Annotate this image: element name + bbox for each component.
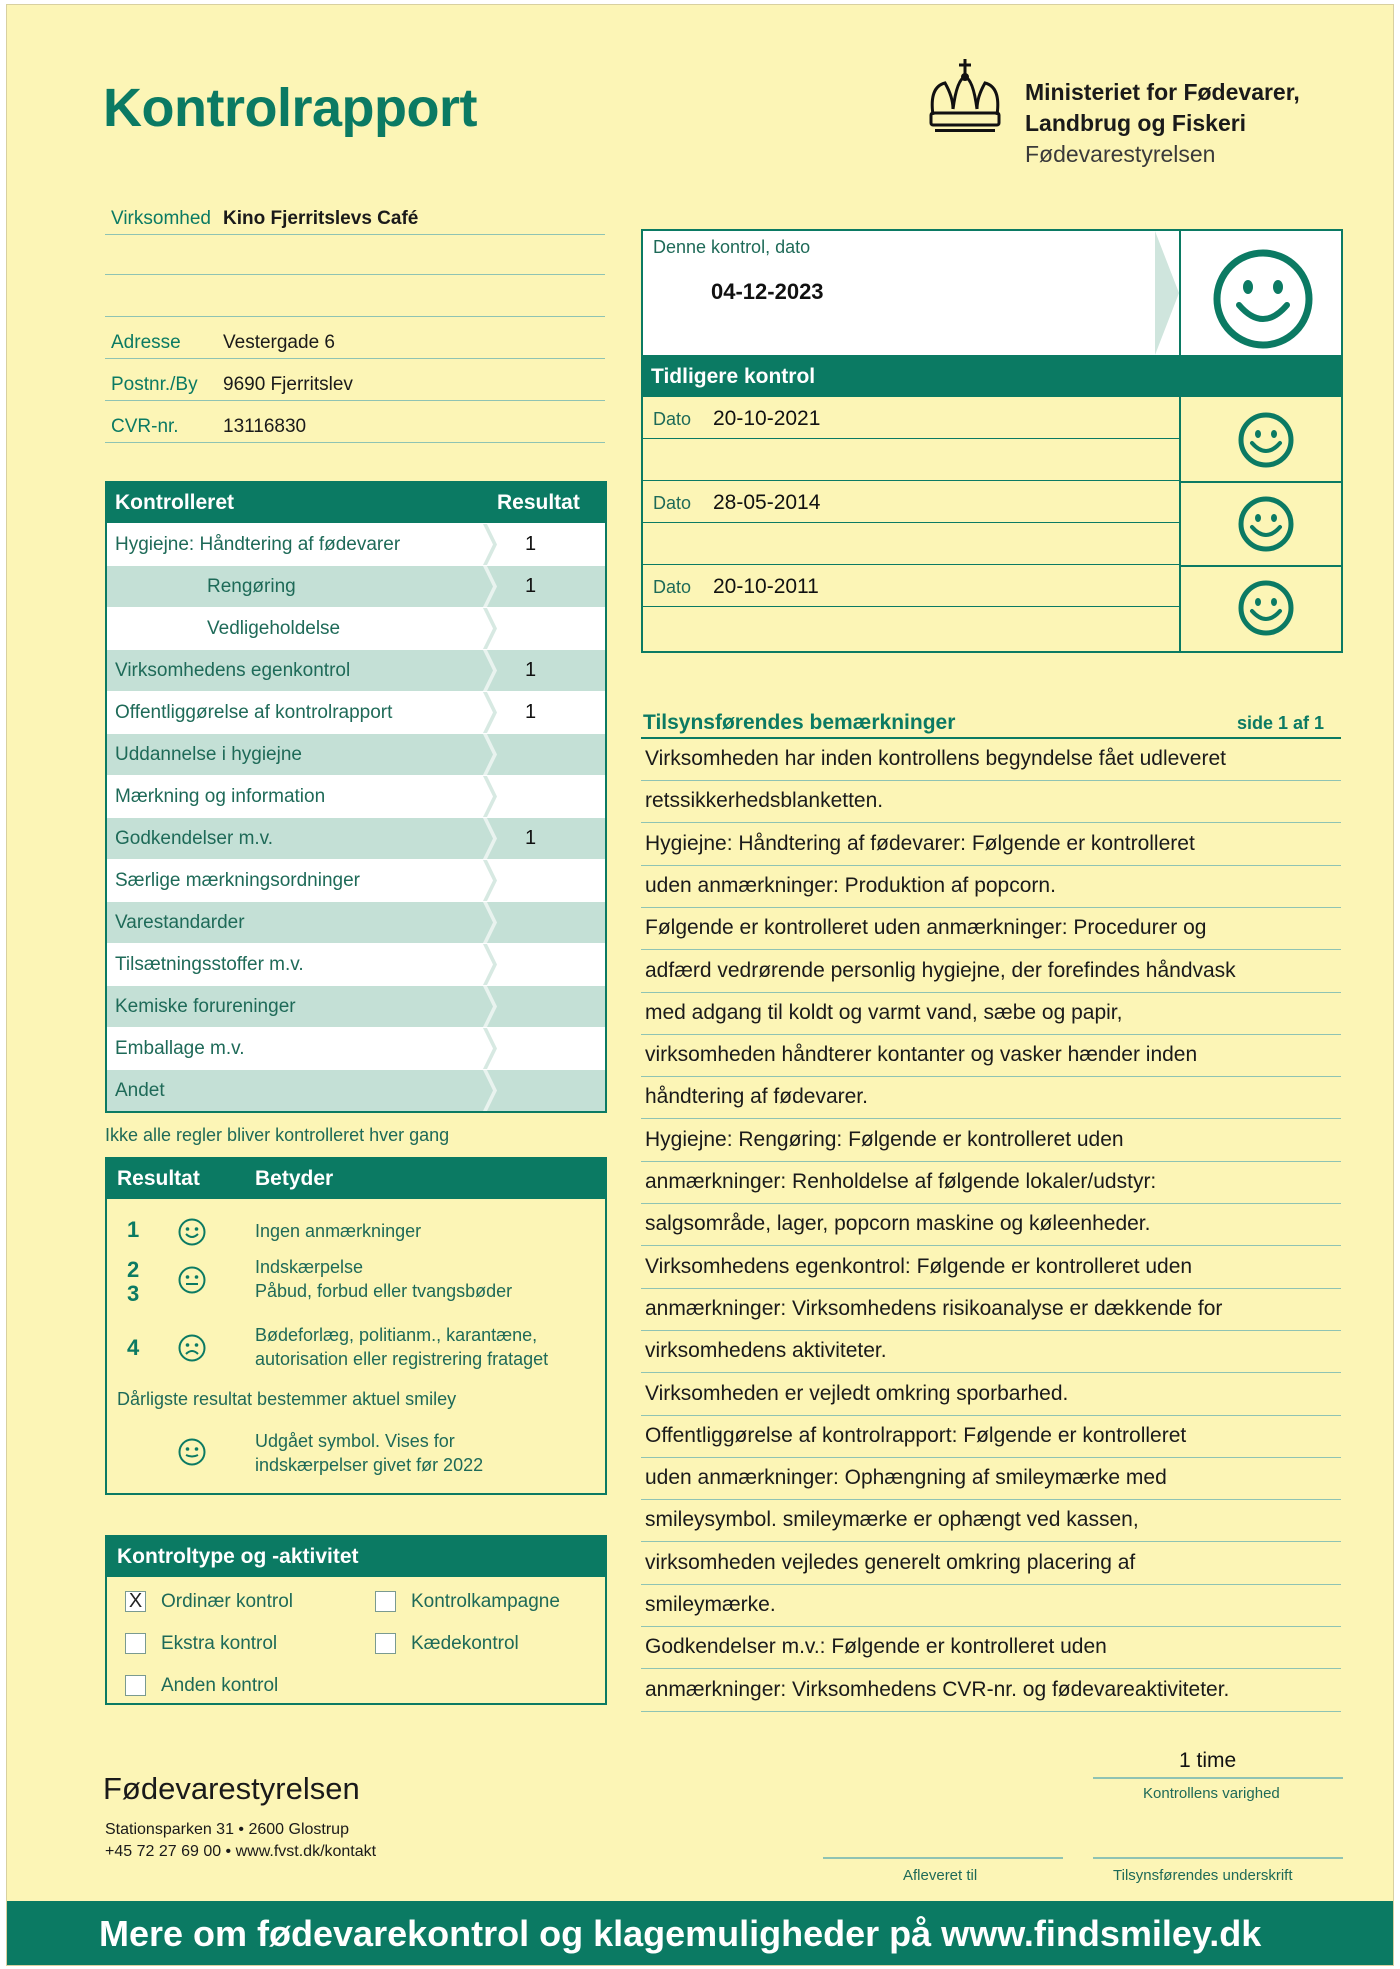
- remark-line-text: anmærkninger: Virksomhedens risikoanalyse er dækkende for: [645, 1296, 1223, 1320]
- remark-line: [641, 1035, 1341, 1077]
- remark-line: [641, 1585, 1341, 1627]
- row-chevron-icon: [483, 818, 497, 859]
- smiley-happy-icon: [1237, 411, 1295, 469]
- kampagne-checkbox[interactable]: [375, 1591, 396, 1612]
- previous-controls-table: [641, 397, 1343, 653]
- smiley-old-icon: [177, 1437, 207, 1467]
- remark-line: [641, 1458, 1341, 1500]
- kontrolleret-row: [107, 817, 605, 859]
- smiley-sad-icon: [177, 1333, 207, 1363]
- ekstra-checkbox[interactable]: [125, 1633, 146, 1654]
- ekstra-label: Ekstra kontrol: [161, 1633, 278, 1654]
- previous-date-2: 28-05-2014: [713, 491, 821, 514]
- smiley-happy-icon: [1237, 495, 1295, 553]
- kontrolleret-row-label: Særlige mærkningsordninger: [115, 870, 360, 891]
- current-divider: [1179, 231, 1181, 355]
- remark-line: [641, 1500, 1341, 1542]
- previous-date-3: 20-10-2011: [713, 575, 819, 598]
- legend-text-4a: Bødeforlæg, politianm., karantæne,: [255, 1325, 538, 1345]
- adresse-value: Vestergade 6: [223, 332, 335, 353]
- remark-line-text: håndtering af fødevarer.: [645, 1085, 868, 1109]
- previous-row-2-date: [643, 481, 1179, 523]
- remark-line-text: Virksomhedens egenkontrol: Følgende er kontrolleret uden: [645, 1254, 1193, 1278]
- org-name: Fødevarestyrelsen: [103, 1771, 360, 1806]
- previous-date-label-1: Dato: [653, 409, 692, 429]
- remark-line-text: Hygiejne: Håndtering af fødevarer: Følgende er kontrolleret: [645, 831, 1195, 855]
- adresse-row: [105, 319, 605, 359]
- kontrolleret-row-result: 1: [525, 701, 537, 723]
- duration-value: 1 time: [1179, 1749, 1237, 1772]
- kontrolleret-row-label: Tilsætningsstoffer m.v.: [115, 954, 304, 975]
- row-chevron-icon: [483, 1028, 497, 1069]
- report-page: [6, 4, 1394, 1966]
- row-chevron-icon: [483, 776, 497, 817]
- kontrolleret-row-label: Mærkning og information: [115, 786, 326, 807]
- previous-row-2-blank: [643, 523, 1179, 565]
- anden-checkbox[interactable]: [125, 1675, 146, 1696]
- previous-date-label-3: Dato: [653, 577, 692, 597]
- remark-line: [641, 1627, 1341, 1669]
- ordinaer-checkbox[interactable]: X: [125, 1591, 146, 1612]
- kontrolleret-row-label: Godkendelser m.v.: [115, 828, 274, 849]
- ministry-line-1: Ministeriet for Fødevarer,: [1025, 79, 1300, 105]
- row-chevron-icon: [483, 734, 497, 775]
- remark-line: [641, 1670, 1341, 1712]
- virksomhed-label: Virksomhed: [111, 208, 211, 229]
- legend-header-resultat: Resultat: [117, 1167, 200, 1190]
- row-chevron-icon: [483, 860, 497, 901]
- remark-line: [641, 1204, 1341, 1246]
- previous-divider: [1179, 397, 1181, 651]
- legend-num-3: 3: [127, 1281, 140, 1306]
- smiley-happy-icon: [1237, 579, 1295, 637]
- previous-date-label-2: Dato: [653, 493, 692, 513]
- remark-line-text: uden anmærkninger: Ophængning af smileymærke med: [645, 1466, 1167, 1490]
- virksomhed-row: [105, 195, 605, 235]
- org-address-line-1: Stationsparken 31 • 2600 Glostrup: [105, 1821, 349, 1838]
- kontrolleret-row: [107, 1069, 605, 1111]
- row-chevron-icon: [483, 986, 497, 1027]
- cvr-row: [105, 403, 605, 443]
- page-title: Kontrolrapport: [103, 78, 477, 138]
- remarks-page-indicator: side 1 af 1: [1237, 713, 1325, 733]
- kontrolleret-row: [107, 691, 605, 733]
- legend-num-1: 1: [127, 1217, 140, 1242]
- remark-line-text: Hygiejne: Rengøring: Følgende er kontrolleret uden: [645, 1127, 1124, 1151]
- remark-line-text: Følgende er kontrolleret uden anmærkninger: Procedurer og: [645, 916, 1207, 940]
- org-address: [105, 1819, 376, 1863]
- kontrolleret-row-result: 1: [525, 533, 537, 555]
- kontroltype-header: [107, 1537, 605, 1577]
- kontrolleret-row-label: Vedligeholdelse: [207, 618, 341, 639]
- kontrolleret-row: [107, 985, 605, 1027]
- remark-line-text: virksomheden håndterer kontanter og vasker hænder inden: [645, 1043, 1198, 1067]
- footer-banner: [7, 1901, 1394, 1966]
- remark-line-text: virksomhedens aktiviteter.: [645, 1339, 887, 1363]
- kontrolleret-row-label: Hygiejne: Håndtering af fødevarer: [115, 534, 401, 555]
- afleveret-rule: [823, 1857, 1063, 1859]
- kontrolleret-row-label: Kemiske forureninger: [115, 996, 296, 1017]
- legend-old-a: Udgået symbol. Vises for: [255, 1431, 455, 1451]
- ministry-line-2: Landbrug og Fiskeri: [1025, 110, 1247, 136]
- current-control-label: Denne kontrol, dato: [653, 237, 811, 257]
- previous-row-3-date: [643, 565, 1179, 607]
- kontrolleret-row-result: 1: [525, 575, 537, 597]
- legend-header-betyder: Betyder: [255, 1167, 334, 1190]
- kampagne-label: Kontrolkampagne: [411, 1591, 560, 1612]
- kontrolleret-row-label: Rengøring: [207, 576, 296, 597]
- remark-line-text: Virksomheden har inden kontrollens begyndelse fået udleveret: [645, 747, 1226, 770]
- remark-line-text: smileymærke.: [645, 1593, 776, 1616]
- kontrolleret-row: [107, 859, 605, 901]
- remark-line-text: adfærd vedrørende personlig hygiejne, der forefindes håndvask: [645, 958, 1236, 982]
- remark-line: [641, 739, 1341, 781]
- kontrolleret-row-result: 1: [525, 827, 537, 849]
- kontrolleret-row-label: Emballage m.v.: [115, 1038, 245, 1059]
- prev-smiley-divider-1: [1181, 481, 1343, 483]
- postnr-row: [105, 361, 605, 401]
- previous-controls-header: [641, 357, 1343, 397]
- legend-old-b: indskærpelser givet før 2022: [255, 1455, 484, 1475]
- kontrolleret-header-label: Kontrolleret: [115, 491, 235, 514]
- legend-text-1: Ingen anmærkninger: [255, 1221, 422, 1241]
- row-chevron-icon: [483, 692, 497, 733]
- legend-worst-note: Dårligste resultat bestemmer aktuel smiley: [117, 1389, 457, 1409]
- remark-line-text: smileysymbol. smileymærke er ophængt ved kassen,: [645, 1508, 1139, 1532]
- kontrolleret-row: [107, 901, 605, 943]
- kaede-label: Kædekontrol: [411, 1633, 519, 1654]
- duration-rule: [1093, 1777, 1343, 1779]
- remarks-title: Tilsynsførendes bemærkninger: [643, 711, 956, 734]
- remark-line-text: Virksomheden er vejledt omkring sporbarhed.: [645, 1381, 1069, 1405]
- remark-line: [641, 951, 1341, 993]
- remark-line: [641, 824, 1341, 866]
- remark-line: [641, 1077, 1341, 1119]
- remark-line: [641, 1289, 1341, 1331]
- remark-line: [641, 866, 1341, 908]
- kontrolleret-row-label: Offentliggørelse af kontrolrapport: [115, 702, 393, 723]
- remark-line: [641, 1543, 1341, 1585]
- kontrolleret-table: [105, 481, 607, 1113]
- ministry-name: [1025, 77, 1300, 170]
- kaede-checkbox[interactable]: [375, 1633, 396, 1654]
- kontrolleret-row: [107, 943, 605, 985]
- row-chevron-icon: [483, 650, 497, 691]
- chevron-right-icon: [1155, 231, 1179, 355]
- blank-row-2: [105, 277, 605, 317]
- remark-line: [641, 1374, 1341, 1416]
- signature-label: Tilsynsførendes underskrift: [1113, 1867, 1293, 1884]
- postnr-value: 9690 Fjerritslev: [223, 374, 353, 395]
- kontrolleret-row: [107, 733, 605, 775]
- virksomhed-value: Kino Fjerritslevs Café: [223, 208, 419, 229]
- remark-line: [641, 781, 1341, 823]
- kontrolleret-row: [107, 649, 605, 691]
- kontrolleret-row-label: Uddannelse i hygiejne: [115, 744, 302, 765]
- ministry-line-3: Fødevarestyrelsen: [1025, 141, 1216, 167]
- kontrolleret-row-label: Andet: [115, 1080, 165, 1101]
- kontroltype-box: [105, 1535, 607, 1705]
- kontrolleret-row: [107, 565, 605, 607]
- kontrolleret-row-label: Varestandarder: [115, 912, 245, 933]
- legend-text-2: Indskærpelse: [255, 1257, 364, 1277]
- previous-row-3-blank: [643, 607, 1179, 651]
- cvr-value: 13116830: [223, 416, 307, 437]
- resultat-header-label: Resultat: [497, 491, 580, 514]
- row-chevron-icon: [483, 944, 497, 985]
- adresse-label: Adresse: [111, 332, 181, 353]
- kontrolleret-header: [107, 483, 605, 523]
- kontrolleret-row-result: 1: [525, 659, 537, 681]
- row-chevron-icon: [483, 566, 497, 607]
- remark-line: [641, 908, 1341, 950]
- previous-row-1-date: [643, 397, 1179, 439]
- kontrolleret-row: [107, 523, 605, 565]
- ordinaer-label: Ordinær kontrol: [161, 1591, 293, 1612]
- row-chevron-icon: [483, 608, 497, 649]
- signature-rule: [1093, 1857, 1343, 1859]
- footer-banner-text: Mere om fødevarekontrol og klagemuligheder på www.findsmiley.dk: [99, 1913, 1262, 1954]
- result-legend: [105, 1157, 607, 1495]
- remark-line-text: Offentliggørelse af kontrolrapport: Følgende er kontrolleret: [645, 1423, 1187, 1447]
- kontrolleret-note: Ikke alle regler bliver kontrolleret hver gang: [105, 1125, 450, 1145]
- duration-label: Kontrollens varighed: [1143, 1785, 1280, 1802]
- kontrolleret-row-label: Virksomhedens egenkontrol: [115, 660, 351, 681]
- afleveret-label: Afleveret til: [903, 1867, 978, 1884]
- smiley-happy-icon: [1211, 247, 1315, 351]
- prev-smiley-divider-2: [1181, 565, 1343, 567]
- legend-text-4b: autorisation eller registrering frataget: [255, 1349, 549, 1369]
- postnr-label: Postnr./By: [111, 374, 198, 395]
- kontroltype-header-label: Kontroltype og -aktivitet: [117, 1545, 359, 1568]
- remark-line: [641, 1331, 1341, 1373]
- blank-row-1: [105, 235, 605, 275]
- previous-controls-header-label: Tidligere kontrol: [651, 365, 816, 388]
- kontrolleret-row: [107, 775, 605, 817]
- anden-label: Anden kontrol: [161, 1675, 279, 1696]
- remark-line: [641, 1247, 1341, 1289]
- remark-line-text: virksomheden vejledes generelt omkring placering af: [645, 1550, 1136, 1574]
- previous-row-1-blank: [643, 439, 1179, 481]
- legend-text-3: Påbud, forbud eller tvangsbøder: [255, 1281, 513, 1301]
- remark-line-text: Godkendelser m.v.: Følgende er kontrolleret uden: [645, 1635, 1107, 1659]
- kontrolleret-row: [107, 1027, 605, 1069]
- kontrolleret-row: [107, 607, 605, 649]
- remark-line-text: salgsområde, lager, popcorn maskine og køleenheder.: [645, 1212, 1151, 1236]
- current-control-box: [641, 229, 1343, 357]
- kontrolleret-rows: [107, 523, 605, 1111]
- smiley-neutral-icon: [177, 1265, 207, 1295]
- legend-header: [107, 1159, 605, 1199]
- legend-num-2: 2: [127, 1257, 140, 1282]
- current-control-date: 04-12-2023: [711, 279, 824, 304]
- remark-line-text: retssikkerhedsblanketten.: [645, 789, 884, 813]
- previous-date-1: 20-10-2021: [713, 407, 821, 430]
- row-chevron-icon: [483, 524, 497, 565]
- remark-line: [641, 1120, 1341, 1162]
- remark-line: [641, 1162, 1341, 1204]
- crown-icon: [923, 57, 1007, 133]
- remark-line-text: anmærkninger: Renholdelse af følgende lokaler/udstyr:: [645, 1170, 1157, 1193]
- smiley-happy-icon: [177, 1217, 207, 1247]
- remark-line-text: med adgang til koldt og varmt vand, sæbe og papir,: [645, 1000, 1123, 1024]
- remark-line-text: anmærkninger: Virksomhedens CVR-nr. og fødevareaktiviteter.: [645, 1677, 1230, 1701]
- cvr-label: CVR-nr.: [111, 416, 179, 437]
- remark-line-text: uden anmærkninger: Produktion af popcorn.: [645, 873, 1056, 897]
- row-chevron-icon: [483, 902, 497, 943]
- org-address-line-2: +45 72 27 69 00 • www.fvst.dk/kontakt: [105, 1843, 377, 1860]
- row-chevron-icon: [483, 1070, 497, 1111]
- remark-line: [641, 993, 1341, 1035]
- legend-num-4: 4: [127, 1335, 140, 1360]
- remark-line: [641, 1416, 1341, 1458]
